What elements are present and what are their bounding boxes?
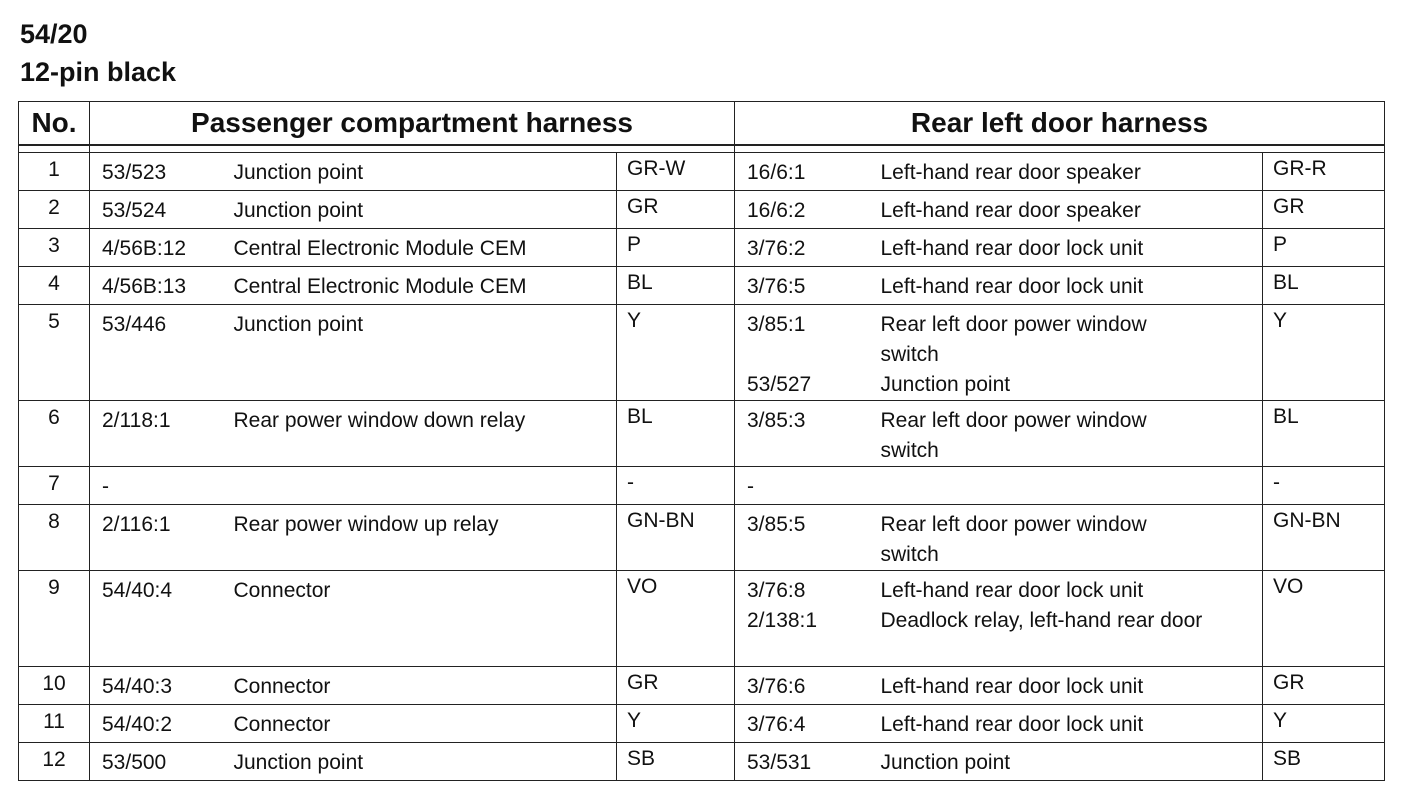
right-description-cell — [877, 705, 1263, 743]
left-connector-cell — [90, 267, 230, 305]
left-description: Connector — [233, 579, 331, 602]
right-wire-color: SB — [1263, 743, 1385, 781]
right-wire-color: BL — [1263, 401, 1385, 467]
header-rear-left-door-harness: Rear left door harness — [735, 102, 1385, 146]
table-row — [19, 267, 1385, 305]
line-spacer — [747, 340, 877, 370]
left-wire-color: GR-W — [617, 153, 735, 191]
right-description-cell — [877, 467, 1263, 505]
left-description-cell — [230, 743, 617, 781]
right-description-cell — [877, 153, 1263, 191]
right-connector: 16/6:1 — [747, 161, 806, 184]
right-connector: 3/76:5 — [747, 275, 806, 298]
right-description: Left-hand rear door lock unit — [880, 275, 1144, 298]
right-connector-cell — [735, 305, 877, 401]
right-description: Left-hand rear door speaker — [880, 199, 1141, 222]
right-connector: 53/531 — [747, 751, 812, 774]
left-description-cell — [230, 667, 617, 705]
left-wire-color: Y — [617, 305, 735, 401]
right-wire-color: GN-BN — [1263, 505, 1385, 571]
right-wire-color: - — [1263, 467, 1385, 505]
right-connector: 3/85:1 — [747, 313, 806, 336]
left-description-cell — [230, 153, 617, 191]
left-wire-color: GN-BN — [617, 505, 735, 571]
right-wire-color: GR — [1263, 667, 1385, 705]
left-description-cell — [230, 267, 617, 305]
left-connector: 2/118:1 — [102, 409, 171, 432]
left-connector-cell — [90, 667, 230, 705]
right-description: Rear left door power window switch — [880, 409, 1147, 462]
table-row — [19, 743, 1385, 781]
right-description-cell — [877, 505, 1263, 571]
line-spacer — [747, 436, 877, 466]
pin-number: 4 — [19, 267, 90, 305]
right-connector: 3/85:5 — [747, 513, 806, 536]
left-description-cell — [230, 401, 617, 467]
right-connector-cell — [735, 229, 877, 267]
right-description-cell — [877, 305, 1263, 401]
left-connector-cell — [90, 571, 230, 667]
right-description-cell — [877, 401, 1263, 467]
table-row — [19, 505, 1385, 571]
right-description-cell — [877, 267, 1263, 305]
left-wire-color: GR — [617, 667, 735, 705]
left-description-cell — [230, 191, 617, 229]
left-description: Connector — [233, 675, 331, 698]
table-row — [19, 571, 1385, 667]
left-connector-cell — [90, 401, 230, 467]
left-connector: 54/40:2 — [102, 713, 173, 736]
right-description: Left-hand rear door speaker — [880, 161, 1141, 184]
pin-number: 1 — [19, 153, 90, 191]
table-header-row — [19, 102, 1385, 146]
right-connector: 3/76:8 — [747, 579, 806, 602]
left-connector: 53/500 — [102, 751, 167, 774]
pin-number: 8 — [19, 505, 90, 571]
right-description: Left-hand rear door lock unit — [880, 713, 1144, 736]
table-row — [19, 401, 1385, 467]
left-wire-color: SB — [617, 743, 735, 781]
left-description-cell — [230, 505, 617, 571]
right-connector: 3/76:4 — [747, 713, 806, 736]
left-connector-cell — [90, 305, 230, 401]
right-description: Junction point — [880, 751, 1011, 774]
left-connector-cell — [90, 705, 230, 743]
pin-number: 2 — [19, 191, 90, 229]
right-connector: 3/76:2 — [747, 237, 806, 260]
right-connector: - — [747, 475, 754, 498]
right-connector: 3/76:6 — [747, 675, 806, 698]
right-wire-color: GR — [1263, 191, 1385, 229]
left-connector: 54/40:3 — [102, 675, 173, 698]
left-connector-cell — [90, 505, 230, 571]
header-separator — [19, 145, 1385, 153]
right-description: Deadlock relay, left-hand rear door — [880, 609, 1203, 632]
pin-number: 3 — [19, 229, 90, 267]
left-connector-cell — [90, 229, 230, 267]
left-description-cell — [230, 571, 617, 667]
left-description: Central Electronic Module CEM — [233, 237, 527, 260]
right-description: Left-hand rear door lock unit — [880, 237, 1144, 260]
left-description: Central Electronic Module CEM — [233, 275, 527, 298]
left-connector-cell — [90, 467, 230, 505]
right-wire-color: BL — [1263, 267, 1385, 305]
left-connector: 53/446 — [102, 313, 167, 336]
right-connector-cell — [735, 505, 877, 571]
left-connector: 53/523 — [102, 161, 167, 184]
right-connector-cell — [735, 267, 877, 305]
left-connector: - — [102, 475, 109, 498]
left-wire-color: Y — [617, 705, 735, 743]
left-connector: 53/524 — [102, 199, 167, 222]
left-wire-color: BL — [617, 401, 735, 467]
right-description: Rear left door power window switch — [880, 313, 1147, 366]
left-connector-cell — [90, 191, 230, 229]
connector-description: 12-pin black — [20, 57, 177, 87]
right-description: Junction point — [880, 373, 1011, 396]
header-passenger-harness: Passenger compartment harness — [90, 102, 735, 146]
left-wire-color: P — [617, 229, 735, 267]
left-description: Junction point — [233, 161, 364, 184]
right-description-cell — [877, 743, 1263, 781]
right-connector: 53/527 — [747, 373, 812, 396]
right-connector: 2/138:1 — [747, 609, 818, 632]
header-no: No. — [19, 102, 90, 146]
left-description-cell — [230, 705, 617, 743]
right-wire-color: GR-R — [1263, 153, 1385, 191]
right-description-cell — [877, 229, 1263, 267]
left-description-cell — [230, 305, 617, 401]
table-row — [19, 191, 1385, 229]
pin-number: 5 — [19, 305, 90, 401]
line-spacer — [747, 540, 877, 570]
left-description-cell — [230, 229, 617, 267]
pin-number: 11 — [19, 705, 90, 743]
left-description: Junction point — [233, 199, 364, 222]
right-connector-cell — [735, 467, 877, 505]
right-description: Left-hand rear door lock unit — [880, 675, 1144, 698]
left-description: Connector — [233, 713, 331, 736]
table-row — [19, 705, 1385, 743]
left-connector: 54/40:4 — [102, 579, 173, 602]
right-connector: 16/6:2 — [747, 199, 806, 222]
right-connector: 3/85:3 — [747, 409, 806, 432]
right-connector-cell — [735, 571, 877, 667]
table-row — [19, 667, 1385, 705]
left-wire-color: VO — [617, 571, 735, 667]
left-connector: 2/116:1 — [102, 513, 171, 536]
pin-number: 9 — [19, 571, 90, 667]
right-description-cell — [877, 191, 1263, 229]
left-wire-color: BL — [617, 267, 735, 305]
left-connector: 4/56B:12 — [102, 237, 187, 260]
table-row — [19, 229, 1385, 267]
right-wire-color: Y — [1263, 705, 1385, 743]
right-connector-cell — [735, 401, 877, 467]
line-spacer — [747, 636, 877, 666]
left-connector-cell — [90, 153, 230, 191]
left-wire-color: GR — [617, 191, 735, 229]
pin-number: 7 — [19, 467, 90, 505]
right-connector-cell — [735, 705, 877, 743]
right-wire-color: VO — [1263, 571, 1385, 667]
left-description: Junction point — [233, 313, 364, 336]
left-connector: 4/56B:13 — [102, 275, 187, 298]
right-description: Left-hand rear door lock unit — [880, 579, 1144, 602]
left-wire-color: - — [617, 467, 735, 505]
right-wire-color: P — [1263, 229, 1385, 267]
left-description: Junction point — [233, 751, 364, 774]
table-row — [19, 153, 1385, 191]
connector-code: 54/20 — [20, 19, 88, 49]
right-description-cell — [877, 571, 1263, 667]
left-connector-cell — [90, 743, 230, 781]
left-description: Rear power window up relay — [233, 513, 499, 536]
table-row — [19, 305, 1385, 401]
pinout-table — [18, 101, 1385, 781]
right-connector-cell — [735, 743, 877, 781]
right-connector-cell — [735, 191, 877, 229]
right-description: Rear left door power window switch — [880, 513, 1147, 566]
right-wire-color: Y — [1263, 305, 1385, 401]
table-row — [19, 467, 1385, 505]
pin-number: 6 — [19, 401, 90, 467]
pin-number: 10 — [19, 667, 90, 705]
right-description-cell — [877, 667, 1263, 705]
left-description-cell — [230, 467, 617, 505]
right-connector-cell — [735, 153, 877, 191]
pin-number: 12 — [19, 743, 90, 781]
right-connector-cell — [735, 667, 877, 705]
left-description: Rear power window down relay — [233, 409, 526, 432]
